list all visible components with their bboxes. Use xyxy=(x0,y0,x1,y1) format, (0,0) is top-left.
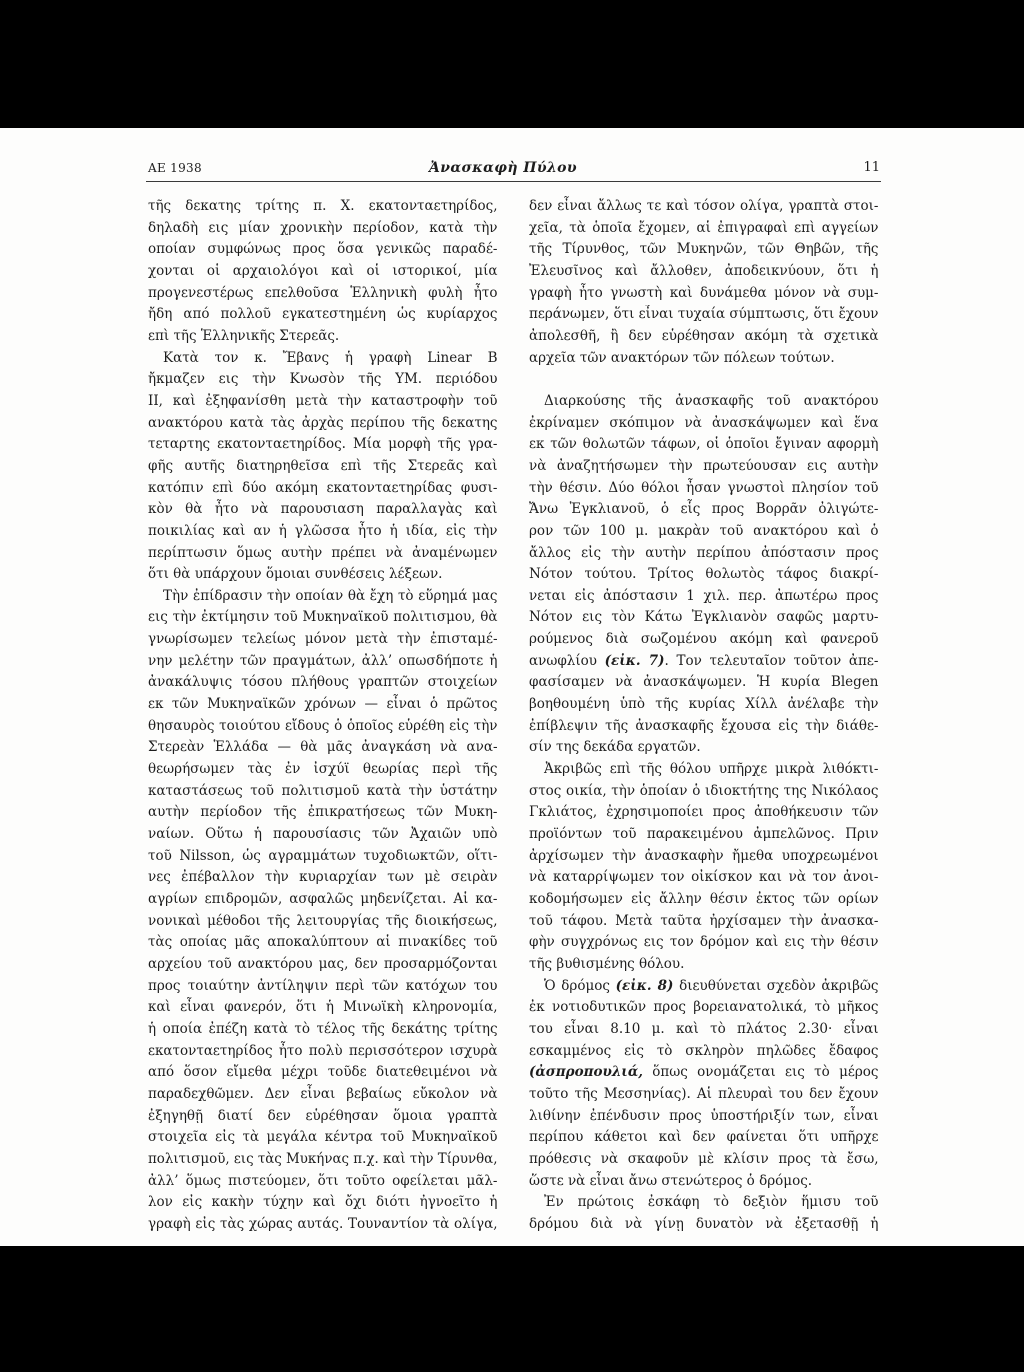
text-line xyxy=(529,651,879,673)
line-text: ἀρχίσωμεν τὴν ἀνασκαφὴν ἤμεθα υποχρεωμένοι xyxy=(529,847,879,864)
line-text: ρούμενος διὰ σωζομένου ακόμη καὶ φανεροῦ xyxy=(529,631,879,648)
text-line xyxy=(148,434,498,456)
line-text: θεωρήσωμεν τὰς ἐν ἰσχύϊ θεωρίας περὶ τῆς xyxy=(148,761,498,778)
line-text: ἐκ νοτιοδυτικῶν προς βορειανατολικά, τὸ μῆκος xyxy=(529,999,879,1016)
line-text: δηλαδὴ εις μίαν χρονικὴν περίοδον, κατὰ τὴν xyxy=(148,219,498,236)
text-line xyxy=(529,478,879,500)
line-text: προγενεστέρως επελθοῦσα Ἑλληνικὴ φυλὴ ἦτο xyxy=(148,284,498,301)
text-line xyxy=(529,824,879,846)
line-text: τῆς δεκατης τρίτης π. Χ. εκατονταετηρίδος, xyxy=(148,198,498,214)
line-text: εκατονταετηρίδος ἦτο πολὺ περισσότερον ισχυρὰ xyxy=(148,1042,498,1059)
text-line xyxy=(529,976,879,998)
line-text: νὰ καταρρίψωμεν τον οἰκίσκον και νὰ τον ἀνοι- xyxy=(529,869,879,886)
text-line xyxy=(529,759,879,781)
text-line xyxy=(148,1192,498,1214)
line-text: ρον τῶν 100 μ. μακρὰν τοῦ ανακτόρου καὶ ὁ xyxy=(529,522,879,539)
line-text: τὴν θέσιν. Δύο θόλοι ἦσαν γνωστοὶ πλησίον τοῦ xyxy=(529,479,879,496)
text-line xyxy=(529,543,879,565)
text-line xyxy=(148,1214,498,1236)
line-text xyxy=(544,976,879,998)
line-text: χονται οἱ αρχαιολόγοι καὶ οἱ ιστορικοί, μία xyxy=(148,262,498,279)
text-line xyxy=(529,737,879,759)
header-rule xyxy=(146,181,881,182)
emphasized-text: (ἀσπροπουλιά, xyxy=(529,1064,643,1081)
text-line xyxy=(148,867,498,889)
text-line xyxy=(529,629,879,651)
text-line xyxy=(529,261,879,283)
text-line xyxy=(148,1171,498,1193)
text-line xyxy=(148,304,498,326)
line-text: από ὅσον εἴμεθα μέχρι τοῦδε διατεθειμένοι νὰ xyxy=(148,1064,498,1081)
text-line xyxy=(148,261,498,283)
text-line xyxy=(148,413,498,435)
line-text: ἡ οποία ἐπέζη κατὰ τὸ τέλος τῆς δεκάτης τρίτης xyxy=(148,1020,498,1037)
text-line xyxy=(148,824,498,846)
line-text: Τὴν ἐπίδρασιν τὴν οποίαν θὰ ἔχη τὸ εὕρημά μας xyxy=(163,587,498,604)
text-line xyxy=(529,499,879,521)
text-line xyxy=(529,1149,879,1171)
line-text: Νότον τούτου. Τρίτος θολωτὸς τάφος διακρί- xyxy=(529,566,879,583)
text-line xyxy=(529,391,879,413)
text-line xyxy=(529,997,879,1019)
line-text: επὶ τῆς Ἑλληνικῆς Στερεᾶς. xyxy=(148,327,340,344)
text-line xyxy=(529,413,879,435)
line-text: εις τὴν ἐκτίμησιν τοῦ Μυκηναϊκοῦ πολιτισμου, θὰ xyxy=(148,609,498,626)
line-text: καταστάσεως τοῦ πολιτισμοῦ κατὰ τὴν ὑστάτην xyxy=(148,782,498,799)
text-line xyxy=(529,911,879,933)
line-text xyxy=(529,651,878,673)
text-line xyxy=(148,586,498,608)
line-text: εκ τῶν θολωτῶν τάφων, οἱ ὁποῖοι ἔγιναν αφορμὴ xyxy=(529,436,879,453)
text-line xyxy=(529,1192,879,1214)
line-text: φῆς αυτῆς διατηρηθεῖσα επὶ τῆς Στερεᾶς καὶ xyxy=(148,457,498,474)
line-text: τὰς οποίας μᾶς αποκαλύπτουν αἱ πινακίδες τοῦ xyxy=(148,934,498,951)
text-line xyxy=(148,846,498,868)
line-text: τοῦτο τῆς Μεσσηνίας). Αἱ πλευραὶ του δεν ἔχουν xyxy=(529,1085,879,1102)
text-line xyxy=(148,218,498,240)
line-text: κὸν θὰ ἦτο νὰ παρουσιαση παραλλαγὰς καὶ xyxy=(148,501,498,518)
running-head-title: Ἀνασκαφὴ Πύλου xyxy=(428,160,578,176)
line-text: ἤκμαζεν εις τὴν Κνωσὸν τῆς ΥΜ. περιόδου xyxy=(148,371,498,388)
line-text: ὅτι θὰ υπάρχουν ὅμοιαι συνθέσεις λέξεων. xyxy=(148,566,443,583)
line-text: προϊόντων τοῦ παρακειμένου ἀμπελῶνος. Πριν xyxy=(529,826,879,843)
line-text: λιθίνην ἐπένδυσιν προς ὑποστήριξίν των, εἶναι xyxy=(529,1107,879,1124)
line-text: κατόπιν επὶ δύο ακόμη εκατονταετηρίδας φυσι- xyxy=(148,479,498,496)
text-line xyxy=(148,629,498,651)
text-line xyxy=(148,1106,498,1128)
text-line xyxy=(529,889,879,911)
text-line xyxy=(529,304,879,326)
line-text: ποικιλίας καὶ αν ἡ γλῶσσα ἦτο ἡ ιδία, εἰς τὴν xyxy=(148,522,498,539)
text-line xyxy=(148,716,498,738)
emphasized-text: (εἰκ. 8) xyxy=(615,977,674,994)
line-text: ἀπολεσθῆ, ἢ δεν εὑρέθησαν ακόμη τὰ σχετικὰ xyxy=(529,327,879,344)
text-line xyxy=(148,607,498,629)
page-number: 11 xyxy=(863,160,880,175)
text-line xyxy=(148,456,498,478)
line-text: αρχείου τοῦ ανακτόρου μας, δεν προσαρμόζονται xyxy=(148,955,498,972)
line-text: περίπτωσιν ὅμως αυτὴν πρέπει νὰ ἀναμένωμεν xyxy=(148,544,498,561)
line-text: καὶ εἶναι φανερόν, ὅτι ἡ Μινωϊκὴ κληρονομία, xyxy=(148,999,498,1016)
line-text: Νότον εις τὸν Κάτω Ἐγκλιανὸν σαφῶς μαρτυ- xyxy=(529,609,879,626)
text-line xyxy=(529,586,879,608)
text-line xyxy=(529,1214,879,1236)
text-line xyxy=(148,737,498,759)
line-text: εκ τῶν Μυκηναϊκῶν χρόνων — εἶναι ὁ πρῶτος xyxy=(148,696,498,713)
running-head-journal: ΑΕ 1938 xyxy=(148,161,202,175)
text-line xyxy=(148,976,498,998)
line-text: Ἐν πρώτοις ἐσκάφη τὸ δεξιὸν ἥμισυ τοῦ xyxy=(544,1194,879,1211)
text-line xyxy=(148,889,498,911)
line-text: II, καὶ ἐξηφανίσθη μετὰ τὴν καταστροφὴν τοῦ xyxy=(148,392,498,409)
line-segment: ανωφλίου xyxy=(529,652,605,669)
line-text: αρχεῖα τῶν ανακτόρων τῶν πόλεων τούτων. xyxy=(529,349,835,366)
line-text: του εἶναι 8.10 μ. καὶ τὸ πλάτος 2.30· εἶναι xyxy=(529,1020,879,1037)
text-line xyxy=(529,694,879,716)
line-text: ἐπίβλεψιν τῆς ἀνασκαφῆς ἔχουσα εἰς τὴν διάθε- xyxy=(529,717,879,734)
text-line xyxy=(529,607,879,629)
text-line xyxy=(148,651,498,673)
line-text: Στερεὰν Ἑλλάδα — θὰ μᾶς ἀναγκάση νὰ ανα- xyxy=(148,739,498,756)
line-segment: ὅπως ονομάζεται εις τὸ μέρος xyxy=(642,1064,879,1081)
text-line xyxy=(148,326,498,348)
line-text: γραφὴ ἦτο γνωστὴ καὶ δυνάμεθα μόνον νὰ συμ- xyxy=(529,284,879,301)
line-text: παραδεχθῶμεν. Δεν εἶναι βεβαίως εὔκολον νὰ xyxy=(148,1085,498,1102)
line-text: νεται εἰς ἀπόστασιν 1 χιλ. περ. ἀπωτέρω προς xyxy=(529,587,879,604)
text-line xyxy=(148,196,498,218)
line-text: ἤδη από πολλοῦ εγκατεστημένη ὡς κυρίαρχος xyxy=(148,306,498,323)
text-line xyxy=(148,759,498,781)
line-text: Ἀκριβῶς επὶ τῆς θόλου υπῆρχε μικρὰ λιθόκτι- xyxy=(544,761,879,778)
line-text: τῆς βυθισμένης θόλου. xyxy=(529,955,685,972)
text-line xyxy=(529,196,879,218)
text-line xyxy=(148,1019,498,1041)
line-text: τεταρτης εκατονταετηρίδος. Μία μορφὴ τῆς γρα- xyxy=(148,436,498,453)
line-text: ἐκρίναμεν σκόπιμον νὰ ἀνασκάψωμεν καὶ ἕνα xyxy=(529,414,879,431)
text-line xyxy=(529,326,879,348)
line-text: βοηθουμένη ὑπὸ τῆς κυρίας Χίλλ ἀνέλαβε τὴν xyxy=(529,696,879,713)
text-line xyxy=(529,434,879,456)
line-text: στος οικία, τὴν ὁποίαν ὁ ιδιοκτήτης της Νικόλαος xyxy=(529,782,879,799)
right-text-column xyxy=(529,196,879,1236)
line-text: νες ἐπέβαλλον τὴν κυριαρχίαν των μὲ σειρὰν xyxy=(148,869,498,886)
line-text: ὥστε νὰ εἶναι ἄνω στενώτερος ὁ δρόμος. xyxy=(529,1172,813,1189)
text-line xyxy=(529,1084,879,1106)
line-text: οποίαν συμφώνως προς ὅσα γενικῶς παραδέ- xyxy=(148,241,498,258)
line-segment: Ὁ δρόμος xyxy=(544,977,616,994)
text-line xyxy=(529,867,879,889)
text-line xyxy=(148,348,498,370)
text-line xyxy=(148,478,498,500)
line-text: αγρίων επιδρομῶν, ασφαλῶς μηδενίζεται. Αἱ κα- xyxy=(148,891,498,907)
line-text: ἄλλος εἰς τὴν αυτὴν περίπου ἀπόστασιν προς xyxy=(529,544,879,561)
line-segment: . Τον τελευταῖον τοῦτον ἀπε- xyxy=(664,652,879,669)
text-line xyxy=(529,1106,879,1128)
text-line xyxy=(529,672,879,694)
text-line xyxy=(529,283,879,305)
text-line xyxy=(529,218,879,240)
line-text: τοῦ Nilsson, ὡς αγραμμάτων τυχοδιωκτῶν, οἵτι- xyxy=(148,847,498,864)
text-line xyxy=(529,1171,879,1193)
line-text: πολιτισμοῦ, εις τὰς Μυκήνας π.χ. καὶ τὴν Τίρυνθα, xyxy=(148,1150,498,1167)
line-text: γραφὴ εἰς τὰς χώρας αυτάς. Τουναντίον τὰ ολίγα, xyxy=(148,1215,498,1232)
text-line xyxy=(529,564,879,586)
text-line xyxy=(148,1084,498,1106)
line-text: δεν εἶναι ἄλλως τε καὶ τόσον ολίγα, γραπτὰ στοι- xyxy=(529,198,879,214)
line-text: θησαυρὸς τοιούτου εἴδους ὁ ὁποῖος εὑρέθη εἰς τὴν xyxy=(148,717,498,734)
line-text: πρόθεσις νὰ σκαφοῦν μὲ κλίσιν προς τὰ ἔσω, xyxy=(529,1150,879,1167)
line-text: στοιχεῖα εἰς τὰ μεγάλα κέντρα τοῦ Μυκηναϊκοῦ xyxy=(148,1129,498,1146)
line-text: γνωρίσωμεν τελείως μόνον μετὰ τὴν ἐπισταμέ- xyxy=(148,631,498,648)
line-text: περάνωμεν, ὅτι εἶναι τυχαία σύμπτωσις, ὅτι ἔχουν xyxy=(529,306,879,323)
text-line xyxy=(148,802,498,824)
text-line xyxy=(148,239,498,261)
line-text xyxy=(529,1062,879,1084)
line-text: Διαρκούσης τῆς ἀνασκαφῆς τοῦ ανακτόρου xyxy=(544,392,879,409)
line-text: αυτὴν περίοδον τῆς ἐπικρατήσεως τῶν Μυκη- xyxy=(148,804,498,821)
line-text: σίν της δεκάδα εργατῶν. xyxy=(529,739,701,756)
text-line xyxy=(148,521,498,543)
left-text-column xyxy=(148,196,498,1236)
text-line xyxy=(148,1127,498,1149)
text-line xyxy=(148,1062,498,1084)
scan-border-bottom xyxy=(0,1246,1024,1372)
line-text: χεῖα, τὰ ὁποῖα ἔχομεν, αἱ ἐπιγραφαὶ επὶ αγγείων xyxy=(529,219,879,236)
text-line xyxy=(529,1041,879,1063)
line-text: εσκαμμένος εἰς τὸ σκληρὸν πηλῶδες ἔδαφος xyxy=(529,1042,879,1059)
text-line xyxy=(148,1041,498,1063)
line-text: περίπου κάθετοι καὶ δεν φαίνεται ὅτι υπῆρχε xyxy=(529,1129,879,1146)
emphasized-text: (εἰκ. 7) xyxy=(604,652,665,669)
line-text: Κατὰ τον κ. Ἔβανς ἡ γραφὴ Linear B xyxy=(163,349,498,366)
line-text: Ἐλευσῖνος καὶ ἄλλοθεν, ἀποδεικνύουν, ὅτι ἡ xyxy=(529,262,879,279)
line-text: νην μελέτην τῶν πραγμάτων, ἀλλ’ οπωσδήποτε ἡ xyxy=(148,652,498,669)
text-line xyxy=(148,911,498,933)
text-line xyxy=(148,564,498,586)
line-text: ἐξηγηθῇ διατί δεν εὑρέθησαν ὅμοια γραπτὰ xyxy=(148,1107,498,1124)
text-line xyxy=(148,954,498,976)
text-line xyxy=(148,543,498,565)
line-text: τῆς Τίρυνθος, τῶν Μυκηνῶν, τῶν Θηβῶν, τῆς xyxy=(529,241,879,258)
line-text: λον εἰς κακὴν τύχην καὶ ὄχι διότι ἠγνοεῖτο ἡ xyxy=(148,1194,498,1211)
line-segment: διευθύνεται σχεδὸν ἀκριβῶς xyxy=(673,977,879,994)
line-text: Γκλιάτος, ἐχρησιμοποίει προς ἀποθήκευσιν τῶν xyxy=(529,804,879,821)
line-text: Ἄνω Ἐγκλιανοῦ, ὁ εἷς προς Βορρᾶν ὀλιγώτε- xyxy=(529,501,879,518)
text-line xyxy=(148,283,498,305)
line-text: ναίων. Οὕτω ἡ παρουσίασις τῶν Ἀχαιῶν υπὸ xyxy=(148,826,498,843)
line-text: προς τοιαύτην ἀντίληψιν περὶ τῶν κατόχων του xyxy=(148,977,498,994)
text-line xyxy=(529,1019,879,1041)
line-text: νὰ ἀναζητήσωμεν τὴν πρωτεύουσαν εις αυτὴν xyxy=(529,457,879,474)
text-line xyxy=(148,369,498,391)
text-line xyxy=(148,391,498,413)
line-text: φὴν συγχρόνως εις τον δρόμον καὶ εις τὴν θέσιν xyxy=(529,934,879,951)
text-line xyxy=(529,716,879,738)
line-text: φασίσαμεν νὰ ἀνασκάψωμεν. Ἡ κυρία Blegen xyxy=(529,674,879,691)
text-line xyxy=(148,997,498,1019)
text-line xyxy=(529,348,879,370)
text-line xyxy=(148,672,498,694)
text-line xyxy=(529,1062,879,1084)
line-text: ἀλλ’ ὅμως πιστεύομεν, ὅτι τοῦτο οφείλεται μᾶλ- xyxy=(148,1172,498,1189)
scan-border-top xyxy=(0,0,1024,128)
text-line xyxy=(148,781,498,803)
text-line xyxy=(529,932,879,954)
line-text: δρόμου διὰ νὰ γίνῃ δυνατὸν νὰ ἐξετασθῇ ἡ xyxy=(529,1215,879,1232)
text-line xyxy=(529,846,879,868)
text-line xyxy=(148,694,498,716)
text-line xyxy=(529,954,879,976)
line-text: κοδομήσωμεν εἰς ἄλλην θέσιν ἐκτος τῶν ορίων xyxy=(529,891,879,907)
text-line xyxy=(148,932,498,954)
text-line xyxy=(529,802,879,824)
text-line xyxy=(148,1149,498,1171)
text-line xyxy=(529,521,879,543)
text-line xyxy=(529,456,879,478)
text-line xyxy=(529,239,879,261)
line-text: τοῦ τάφου. Μετὰ ταῦτα ἠρχίσαμεν τὴν ἀνασκα- xyxy=(529,912,879,929)
text-line xyxy=(148,499,498,521)
line-text: νονικαὶ μέθοδοι τῆς λειτουργίας τῆς διοικήσεως, xyxy=(148,912,498,929)
line-text: ανακτόρου κατὰ τὰς ἀρχὰς περίπου τῆς δεκατης xyxy=(148,414,498,431)
text-line xyxy=(529,1127,879,1149)
line-text: ἀνακάλυψις τόσου πλήθους γραπτῶν στοιχείων xyxy=(148,674,498,691)
text-line xyxy=(529,781,879,803)
